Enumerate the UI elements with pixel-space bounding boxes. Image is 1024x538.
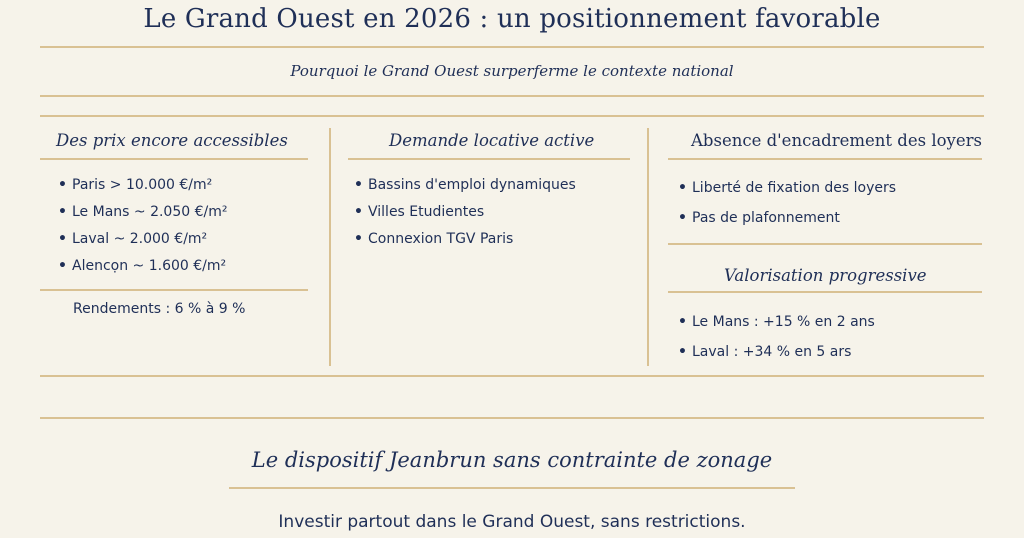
page-title: Le Grand Ouest en 2026 : un positionnement favorable [143,4,881,34]
demand-list [354,175,576,256]
list-item: • Laval : +34 % en 5 ars [678,344,852,360]
bullet-icon: • [58,204,67,220]
sub-heading-valuation: Valorisation progressive [724,266,927,285]
list-item: • Laval ~ 2.000 €/m² [58,231,208,247]
list-item: • Paris > 10.000 €/m² [58,177,213,193]
column-separator-2 [647,128,649,366]
bullet-icon: • [678,314,687,330]
banner-heading: Le dispositif Jeanbrun sans contrainte de zonage [251,448,773,472]
valuation-list [678,312,875,369]
column-heading-demand: Demande locative active [389,131,595,150]
column-separator-1 [329,128,331,366]
column-divider [668,243,982,245]
rent-control-list [678,178,896,235]
column-divider [40,289,308,291]
bullet-icon: • [354,177,363,193]
bullet-icon: • [58,231,67,247]
list-item: • Liberté de fixation des loyers [678,180,897,196]
bullet-icon: • [678,180,687,196]
price-list [58,175,227,283]
list-item: • Le Mans : +15 % en 2 ans [678,314,875,330]
sub-heading-underline [668,291,982,293]
page-subtitle: Pourquoi le Grand Ouest surperferme le contexte national [290,62,734,80]
list-item: • Pas de plafonnement [678,210,840,226]
list-item: • Bassins d'emploi dynamiques [354,177,576,193]
bullet-icon: • [678,344,687,360]
tagline: Investir partout dans le Grand Ouest, sans restrictions. [278,512,746,532]
bullet-icon: • [58,177,67,193]
list-item: • Villes Etudientes [354,204,485,220]
bullet-icon: • [678,210,687,226]
section-divider-top [40,375,984,377]
section-divider-bottom [40,417,984,419]
subtitle-divider-top [40,95,984,97]
column-heading-rent-control: Absence d'encadrement des loyers [691,131,982,150]
yield-text: Rendements : 6 % à 9 % [73,301,246,317]
list-item: • Connexion TGV Paris [354,231,514,247]
list-item: • Alencọn ~ 1.600 €/m² [58,258,227,274]
banner-underline [229,487,795,489]
column-heading-underline [668,158,982,160]
column-heading-underline [40,158,308,160]
title-divider [40,46,984,48]
list-item: • Le Mans ~ 2.050 €/m² [58,204,228,220]
column-heading-underline [348,158,630,160]
subtitle-divider-bottom [40,115,984,117]
column-heading-prices: Des prix encore accessibles [56,131,288,150]
bullet-icon: • [58,258,67,274]
bullet-icon: • [354,231,363,247]
bullet-icon: • [354,204,363,220]
